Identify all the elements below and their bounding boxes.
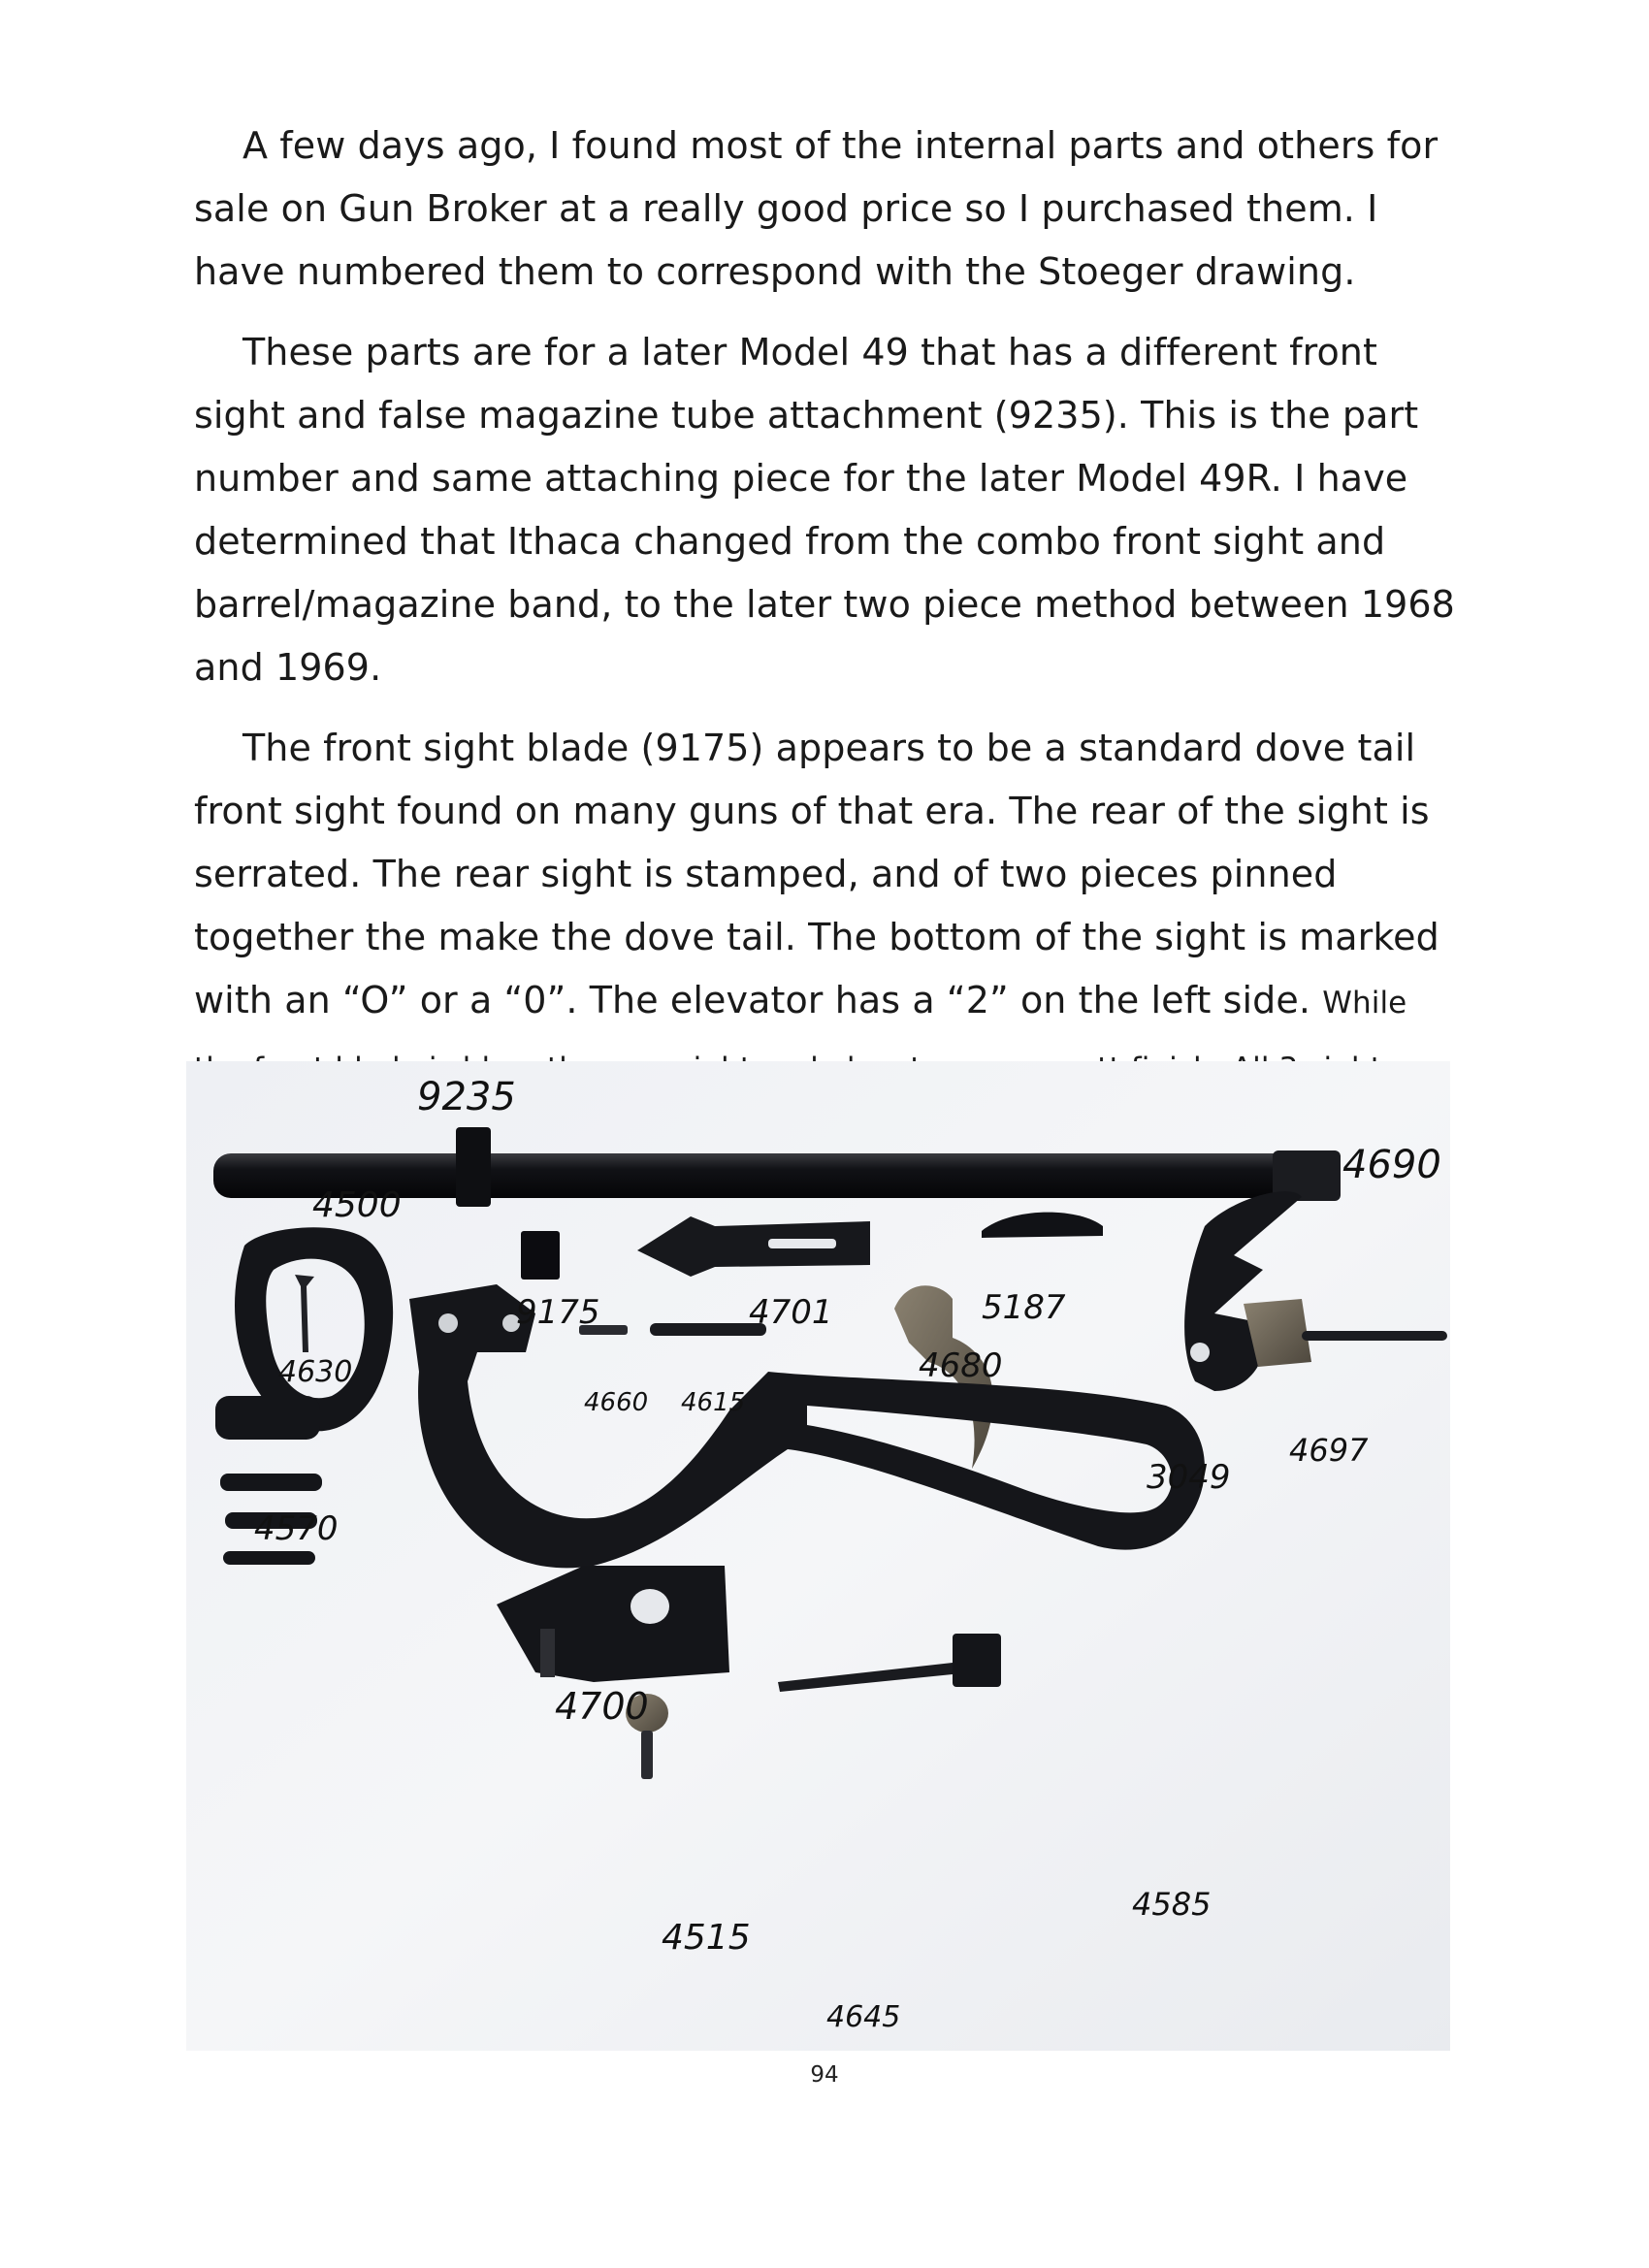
- front-sight-blade-part: [521, 1231, 560, 1280]
- paragraph-3-small: While: [1322, 986, 1407, 1021]
- parts-photo: [186, 1061, 1450, 2051]
- label-4690: 4690: [1342, 1143, 1441, 1187]
- label-4645: 4645: [826, 2000, 901, 2034]
- label-4660: 4660: [584, 1388, 649, 1417]
- paragraph-2: These parts are for a later Model 49 that has a different front sight and false magazine tube attachment (9235). This is the part number and same attaching piece for the later Model 49R. I have determined that Ithaca changed from the combo front sight and barrel/magazine band, to the later two piece method between 1968 and 1969.: [194, 331, 1455, 689]
- label-4701: 4701: [749, 1293, 833, 1332]
- label-4630: 4630: [278, 1355, 353, 1389]
- paragraph-3-main: The front sight blade (9175) appears to be a standard dove tail front sight found on many guns of that era. The rear of the sight is serrated. The rear sight is stamped, and of two pieces pinned together the make the dove tail. The bottom of the sight is marked with an “O” or a “0”. The elevator has a “2” on the left side.: [194, 727, 1439, 1021]
- label-9235: 9235: [417, 1075, 516, 1119]
- label-3049: 3049: [1147, 1458, 1231, 1497]
- label-5187: 5187: [982, 1288, 1066, 1327]
- label-9175: 9175: [516, 1293, 600, 1332]
- label-4570: 4570: [254, 1509, 339, 1548]
- label-4700: 4700: [555, 1685, 649, 1728]
- page-number: 94: [810, 2062, 839, 2088]
- body-text: [194, 114, 1455, 1184]
- label-4515: 4515: [662, 1918, 751, 1958]
- label-4697: 4697: [1289, 1432, 1369, 1469]
- label-4615: 4615: [681, 1388, 746, 1417]
- label-4585: 4585: [1132, 1886, 1212, 1923]
- paragraph-1: A few days ago, I found most of the internal parts and others for sale on Gun Broker at a really good price so I purchased them. I have numbered them to correspond with the Stoeger drawing.: [194, 124, 1439, 293]
- label-4680: 4680: [919, 1346, 1003, 1385]
- label-4500: 4500: [312, 1185, 402, 1225]
